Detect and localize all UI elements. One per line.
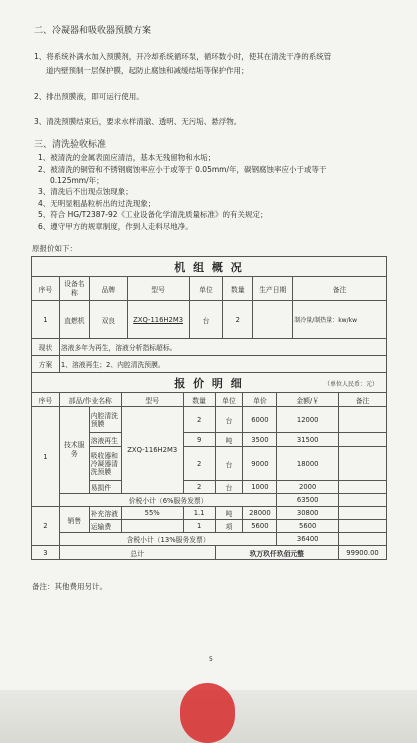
group1-subtotal-label: 价税小计（6%服务发票） — [59, 494, 276, 507]
remark-cell — [339, 481, 387, 494]
unit-cell: ZXQ-116H2M3 — [127, 301, 189, 339]
section3-item: 3、清洗后不出现点蚀现象； — [38, 187, 133, 196]
price-detail-table — [31, 372, 387, 560]
currency-note: （单位人民币：元） — [323, 381, 378, 388]
unit-cell: 1 — [32, 301, 60, 339]
section3-title: 三、清洗验收标准 — [34, 140, 107, 150]
amount-cell: 2000 — [277, 481, 339, 494]
header-cell: 单价 — [243, 393, 277, 407]
red-seal-stamp — [180, 683, 235, 743]
price-table-title: 报 价 明 细 — [174, 376, 244, 390]
plan-label: 方案 — [32, 356, 60, 373]
brand-cell — [121, 520, 183, 533]
price-cell: 5600 — [243, 520, 277, 533]
total-number: 3 — [32, 546, 60, 560]
unit-cell: 台 — [215, 447, 243, 481]
group1-name: 技术服务 — [59, 407, 89, 494]
unit-cell: 双良 — [89, 301, 127, 339]
qty-cell: 1 — [183, 520, 215, 533]
remark-cell — [339, 507, 387, 520]
brand-cell: 55% — [121, 507, 183, 520]
item-name: 内腔清洗预膜 — [89, 407, 121, 433]
remark-cell — [339, 447, 387, 481]
unit-cell: 直燃机 — [59, 301, 89, 339]
remark-cell — [339, 433, 387, 447]
unit-overview-table — [31, 256, 387, 373]
unit-cell: 2 — [223, 301, 253, 339]
total-label: 总计 — [59, 546, 215, 560]
section2-item: 2、排出预膜液，即可运行使用。 — [34, 92, 144, 101]
quote-label: 原报价如下： — [32, 244, 77, 253]
unit-cell: 台 — [215, 481, 243, 494]
amount-cell: 12000 — [277, 407, 339, 433]
section3-item: 4、无明显粗晶粒析出的过洗现象； — [38, 199, 156, 208]
qty-cell: 2 — [183, 481, 215, 494]
price-cell: 6000 — [243, 407, 277, 433]
item-name: 溶液再生 — [89, 433, 121, 447]
total-words: 玖万玖仟玖佰元整 — [215, 546, 339, 560]
amount-cell: 30800 — [277, 507, 339, 520]
remark-cell — [339, 494, 387, 507]
unit-cell — [253, 301, 293, 339]
unit-table-title: 机 组 概 况 — [32, 257, 387, 277]
header-cell: 型号 — [121, 393, 183, 407]
amount-cell: 18000 — [277, 447, 339, 481]
header-cell: 部品/作业名称 — [59, 393, 121, 407]
item-name: 易损件 — [89, 481, 121, 494]
amount-cell: 5600 — [277, 520, 339, 533]
group2-name: 销售 — [59, 507, 89, 533]
item-name: 补充溶液 — [89, 507, 121, 520]
header-cell: 序号 — [32, 277, 60, 301]
remark-cell — [339, 407, 387, 433]
header-cell: 序号 — [32, 393, 60, 407]
header-cell: 品牌 — [89, 277, 127, 301]
header-cell: 金额/￥ — [277, 393, 339, 407]
section2-item: 道内壁预制一层保护膜，起防止腐蚀和减缓结垢等保护作用； — [46, 66, 249, 75]
header-cell: 数量 — [223, 277, 253, 301]
item-name: 吸收器和冷凝器清洗预膜 — [89, 447, 121, 481]
qty-cell: 2 — [183, 447, 215, 481]
header-cell: 备注 — [339, 393, 387, 407]
section3-item: 6、遵守甲方的规章制度，作到人走料尽地净。 — [38, 222, 193, 231]
qty-cell: 9 — [183, 433, 215, 447]
group1-subtotal: 63500 — [277, 494, 339, 507]
qty-cell: 1.1 — [183, 507, 215, 520]
section3-item: 1、被清洗的金属表面应清洁，基本无残留物和水垢； — [38, 153, 216, 162]
section3-item: 0.125mm/年； — [50, 176, 104, 185]
unit-cell: 制冷量/制热量：kw/kw — [293, 301, 387, 339]
price-cell: 9000 — [243, 447, 277, 481]
qty-cell: 2 — [183, 407, 215, 433]
section2-item: 3、清洗预膜结束后，要求水样清澈、透明、无污垢、悬浮物。 — [34, 117, 242, 126]
status-label: 现状 — [32, 339, 60, 356]
price-cell: 3500 — [243, 433, 277, 447]
price-cell: 1000 — [243, 481, 277, 494]
header-cell: 设备名称 — [59, 277, 89, 301]
header-cell: 数量 — [183, 393, 215, 407]
unit-cell: 台 — [215, 407, 243, 433]
remark-cell — [339, 533, 387, 546]
unit-cell: 吨 — [215, 507, 243, 520]
group2-subtotal: 36400 — [277, 533, 339, 546]
header-cell: 单位 — [189, 277, 223, 301]
group1-model: ZXQ-116H2M3 — [121, 407, 183, 494]
unit-cell: 项 — [215, 520, 243, 533]
group2-number: 2 — [32, 507, 60, 546]
header-cell: 备注 — [293, 277, 387, 301]
plan-value: 1、溶液再生；2、内腔清洗预膜。 — [59, 356, 386, 373]
section3-item: 5、符合 HG/T2387-92《工业设备化学清洗质量标准》的有关规定； — [38, 210, 268, 219]
amount-cell: 31500 — [277, 433, 339, 447]
total-amount: 99900.00 — [339, 546, 387, 560]
group1-number: 1 — [32, 407, 60, 507]
section2-title: 二、冷凝器和吸收器预膜方案 — [34, 26, 152, 36]
status-value: 溶液多年为再生，溶液分析指标超标。 — [59, 339, 386, 356]
unit-cell: 吨 — [215, 433, 243, 447]
group2-subtotal-label: 含税小计（13%服务发票） — [59, 533, 276, 546]
price-cell: 28000 — [243, 507, 277, 520]
note: 备注：其他费用另计。 — [32, 582, 107, 591]
unit-cell: 台 — [189, 301, 223, 339]
header-cell: 型号 — [127, 277, 189, 301]
section3-item: 2、被清洗的铜管和不锈钢腐蚀率应小于或等于 0.05mm/年，碳钢腐蚀率应小于或等于 — [38, 165, 327, 174]
page-number: 5 — [209, 656, 213, 663]
header-cell: 单位 — [215, 393, 243, 407]
remark-cell — [339, 520, 387, 533]
header-cell: 生产日期 — [253, 277, 293, 301]
section2-item: 1、将系统补满水加入预膜剂，开冷却系统循环泵，循环数小时，使其在清洗干净的系统管 — [34, 52, 332, 61]
item-name: 运输费 — [89, 520, 121, 533]
